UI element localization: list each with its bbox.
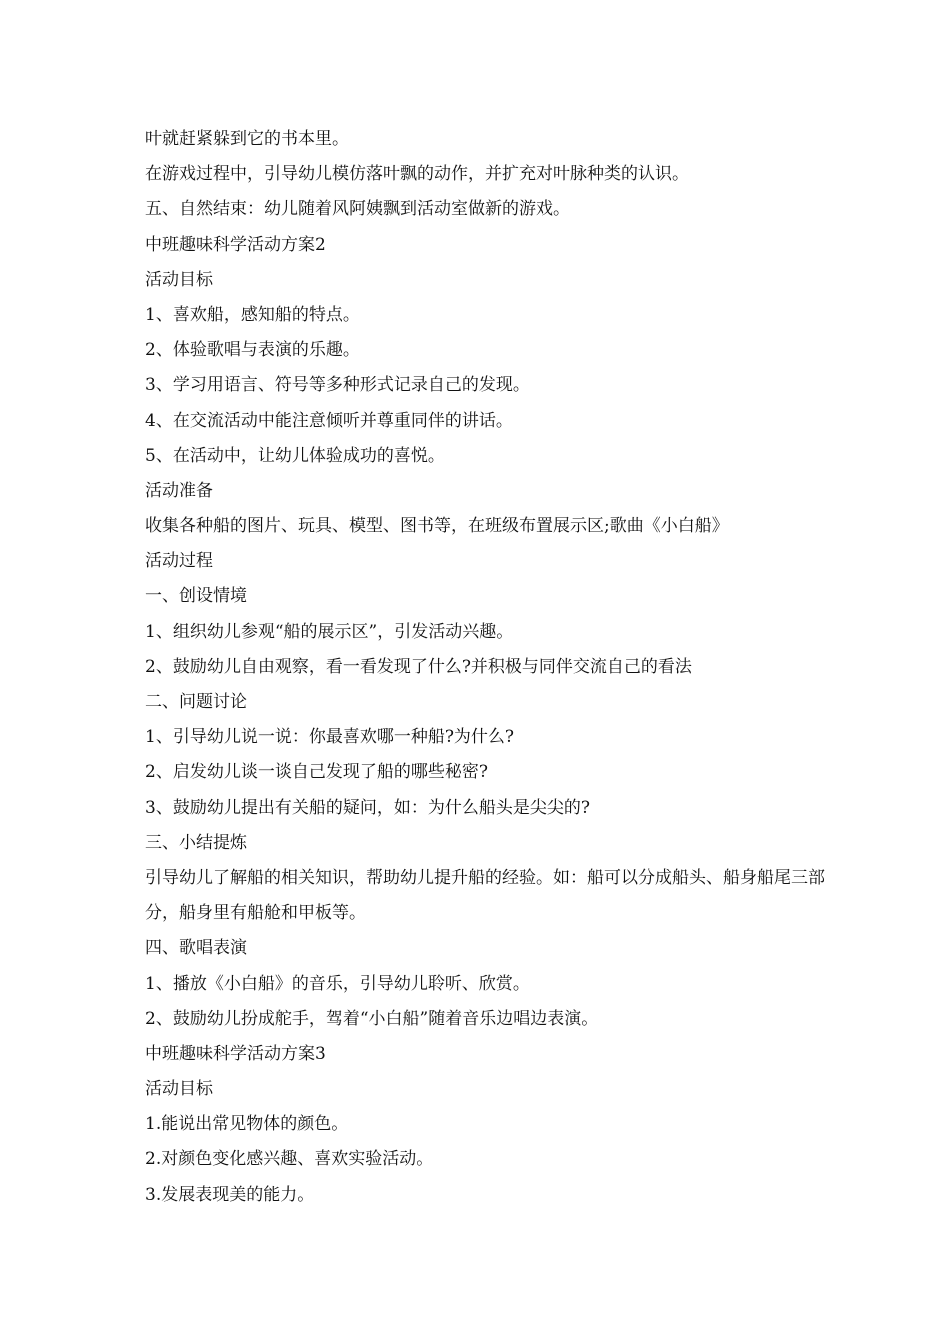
paragraph: 五、自然结束：幼儿随着风阿姨飘到活动室做新的游戏。: [145, 199, 570, 220]
section-title: 中班趣味科学活动方案2: [145, 234, 326, 255]
section-heading: 活动目标: [145, 269, 213, 290]
list-item: 2、体验歌唱与表演的乐趣。: [145, 340, 360, 361]
list-item: 2.对颜色变化感兴趣、喜欢实验活动。: [145, 1149, 434, 1170]
sub-heading: 三、小结提炼: [145, 832, 247, 853]
list-item: 1、引导幼儿说一说：你最喜欢哪一种船?为什么?: [145, 727, 515, 748]
list-item: 2、启发幼儿谈一谈自己发现了船的哪些秘密?: [145, 762, 488, 783]
section-title: 中班趣味科学活动方案3: [145, 1043, 326, 1064]
section-heading: 活动过程: [145, 551, 213, 572]
paragraph: 收集各种船的图片、玩具、模型、图书等，在班级布置展示区;歌曲《小白船》: [145, 516, 729, 537]
list-item: 3、学习用语言、符号等多种形式记录自己的发现。: [145, 375, 530, 396]
sub-heading: 一、创设情境: [145, 586, 247, 607]
section-heading: 活动准备: [145, 480, 213, 501]
paragraph: 引导幼儿了解船的相关知识，帮助幼儿提升船的经验。如：船可以分成船头、船身船尾三部分，船身里有船舱和甲板等。: [145, 867, 825, 924]
paragraph: 在游戏过程中，引导幼儿模仿落叶飘的动作，并扩充对叶脉种类的认识。: [145, 164, 689, 185]
list-item: 1、组织幼儿参观“船的展示区”，引发活动兴趣。: [145, 621, 514, 642]
document-body: [145, 122, 825, 1213]
list-item: 5、在活动中，让幼儿体验成功的喜悦。: [145, 445, 445, 466]
list-item: 2、鼓励幼儿扮成舵手，驾着“小白船”随着音乐边唱边表演。: [145, 1008, 599, 1029]
sub-heading: 四、歌唱表演: [145, 938, 247, 959]
section-heading: 活动目标: [145, 1079, 213, 1100]
list-item: 3、鼓励幼儿提出有关船的疑问，如：为什么船头是尖尖的?: [145, 797, 590, 818]
list-item: 3.发展表现美的能力。: [145, 1184, 315, 1205]
list-item: 1、喜欢船，感知船的特点。: [145, 304, 360, 325]
list-item: 4、在交流活动中能注意倾听并尊重同伴的讲话。: [145, 410, 513, 431]
paragraph: 叶就赶紧躲到它的书本里。: [145, 129, 349, 149]
sub-heading: 二、问题讨论: [145, 692, 247, 712]
list-item: 1.能说出常见物体的颜色。: [145, 1114, 349, 1135]
list-item: 1、播放《小白船》的音乐，引导幼儿聆听、欣赏。: [145, 973, 530, 994]
list-item: 2、鼓励幼儿自由观察，看一看发现了什么?并积极与同伴交流自己的看法: [145, 656, 692, 677]
